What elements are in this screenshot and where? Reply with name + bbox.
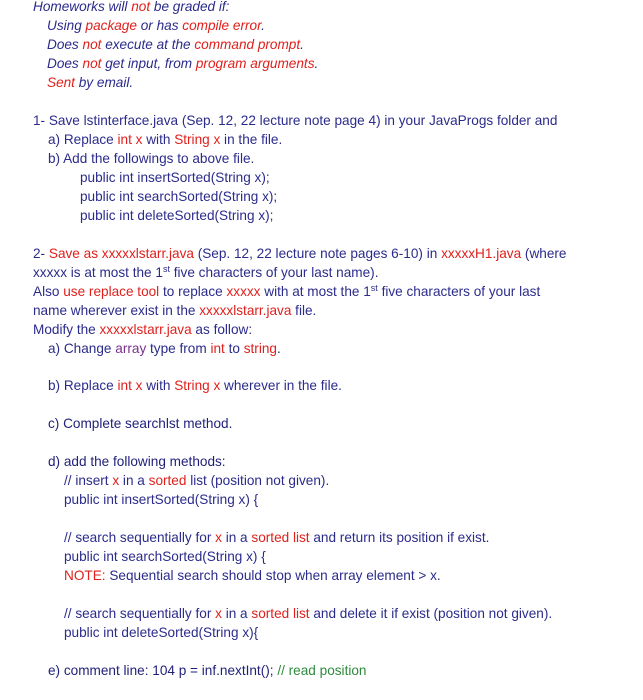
signature-insert-sorted: public int insertSorted(String x) { (64, 492, 259, 507)
grading-item-email: Sent by email. (47, 75, 134, 90)
task1-step-b: b) Add the followings to above file. (48, 151, 255, 166)
grading-intro: Homeworks will not be graded if: (33, 0, 230, 14)
grading-item-program-arguments: Does not get input, from program arguments. (47, 56, 319, 71)
task2-line4: name wherever exist in the xxxxxlstarr.java file. (33, 303, 317, 318)
note-sequential-search: NOTE: Sequential search should stop when array element > x. (64, 568, 441, 583)
task2-step-e: e) comment line: 104 p = inf.nextInt(); // read position (48, 663, 367, 678)
comment-search: // search sequentially for x in a sorted list and return its position if exist. (64, 530, 490, 545)
task2-line5: Modify the xxxxxlstarr.java as follow: (33, 322, 253, 337)
signature-search-sorted: public int searchSorted(String x) { (64, 549, 266, 564)
task2-step-a: a) Change array type from int to string. (48, 341, 281, 356)
signature-delete-sorted: public int deleteSorted(String x){ (64, 625, 259, 640)
task2-line3: Also use replace tool to replace xxxxx with at most the 1st five characters of your last (33, 283, 541, 299)
task2-line1: 2- Save as xxxxxlstarr.java (Sep. 12, 22 lecture note pages 6-10) in xxxxxH1.java (where (33, 246, 567, 261)
comment-delete: // search sequentially for x in a sorted list and delete it if exist (position not given). (64, 606, 553, 621)
task2-step-b: b) Replace int x with String x wherever in the file. (48, 378, 342, 393)
grading-item-package: Using package or has compile error. (47, 18, 265, 33)
grading-item-command-prompt: Does not execute at the command prompt. (47, 37, 304, 52)
task1-method-insert: public int insertSorted(String x); (80, 170, 270, 185)
task1-method-delete: public int deleteSorted(String x); (80, 208, 274, 223)
task2-line2: xxxxx is at most the 1st five characters of your last name). (33, 264, 379, 280)
comment-insert: // insert x in a sorted list (position not given). (64, 473, 330, 488)
task1-step-a: a) Replace int x with String x in the file. (48, 132, 283, 147)
task1-method-search: public int searchSorted(String x); (80, 189, 278, 204)
task2-step-c: c) Complete searchlst method. (48, 416, 233, 431)
task1-heading: 1- Save lstinterface.java (Sep. 12, 22 lecture note page 4) in your JavaProgs folder and (33, 113, 558, 128)
task2-step-d-title: d) add the following methods: (48, 454, 226, 469)
